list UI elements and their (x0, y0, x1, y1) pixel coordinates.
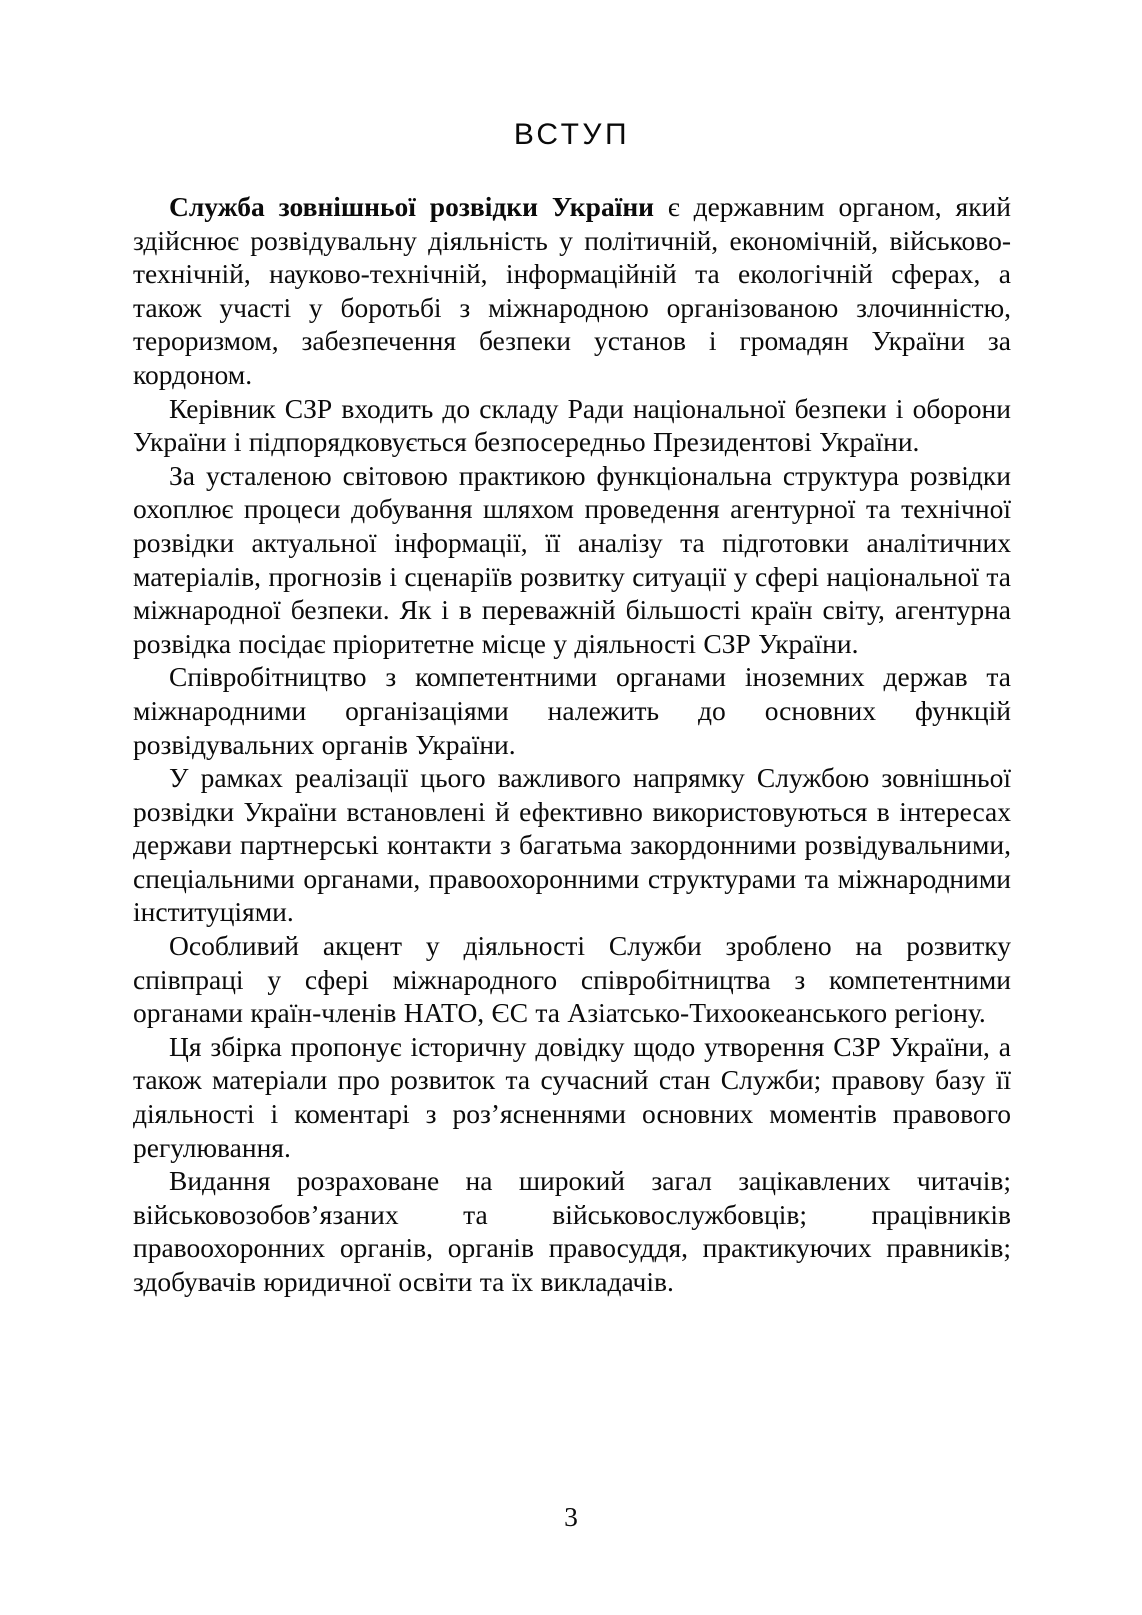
paragraph-2: Керівник СЗР входить до складу Ради національної безпеки і оборони України і підпорядковується безпосередньо Президентові України. (133, 392, 1011, 458)
paragraph-1-rest: є державним органом, який здійснює розвідувальну діяльність у політичній, економічній, військово-технічній, науково-технічній, інформаційній та екологічній сферах, а також участі у боротьбі з міжнародною організованою злочинністю, тероризмом, забезпечення безпеки установ і громадян України за кордоном. (133, 191, 1011, 390)
paragraph-1-bold-lead: Служба зовнішньої розвідки України (169, 191, 655, 222)
paragraph-3: За усталеною світовою практикою функціональна структура розвідки охоплює процеси добування шляхом проведення агентурної та технічної розвідки актуальної інформації, її аналізу та підготовки аналітичних матеріалів, прогнозів і сценаріїв розвитку ситуації у сфері національної та міжнародної безпеки. Як і в переважній більшості країн світу, агентурна розвідка посідає пріоритетне місце у діяльності СЗР України. (133, 459, 1011, 659)
page-number: 3 (564, 1501, 578, 1532)
page-content (133, 0, 1011, 1299)
paragraph-7: Ця збірка пропонує історичну довідку щодо утворення СЗР України, а також матеріали про розвиток та сучасний стан Служби; правову базу її діяльності і коментарі з роз’ясненнями основних моментів правового регулювання. (133, 1030, 1011, 1163)
page-title: ВСТУП (513, 118, 631, 151)
paragraph-8: Видання розраховане на широкий загал зацікавлених читачів; військовозобов’язаних та військовослужбовців; працівників правоохоронних органів, органів правосуддя, практикуючих правників; здобувачів юридичної освіти та їх викладачів. (133, 1165, 1011, 1297)
paragraph-5: У рамках реалізації цього важливого напрямку Службою зовнішньої розвідки України встановлені й ефективно використовуються в інтересах держави партнерські контакти з багатьма закордонними розвідувальними, спеціальними органами, правоохоронними структурами та міжнародними інституціями. (133, 762, 1011, 928)
paragraph-4: Співробітництво з компетентними органами іноземних держав та міжнародними організаціями належить до основних функцій розвідувальних органів України. (133, 661, 1011, 760)
paragraph-6: Особливий акцент у діяльності Служби зроблено на розвитку співпраці у сфері міжнародного співробітництва з компетентними органами країн-членів НАТО, ЄС та Азіатсько-Тихоокеанського регіону. (133, 930, 1011, 1029)
paragraph-1 (133, 190, 1011, 392)
body-text (133, 190, 1011, 1299)
